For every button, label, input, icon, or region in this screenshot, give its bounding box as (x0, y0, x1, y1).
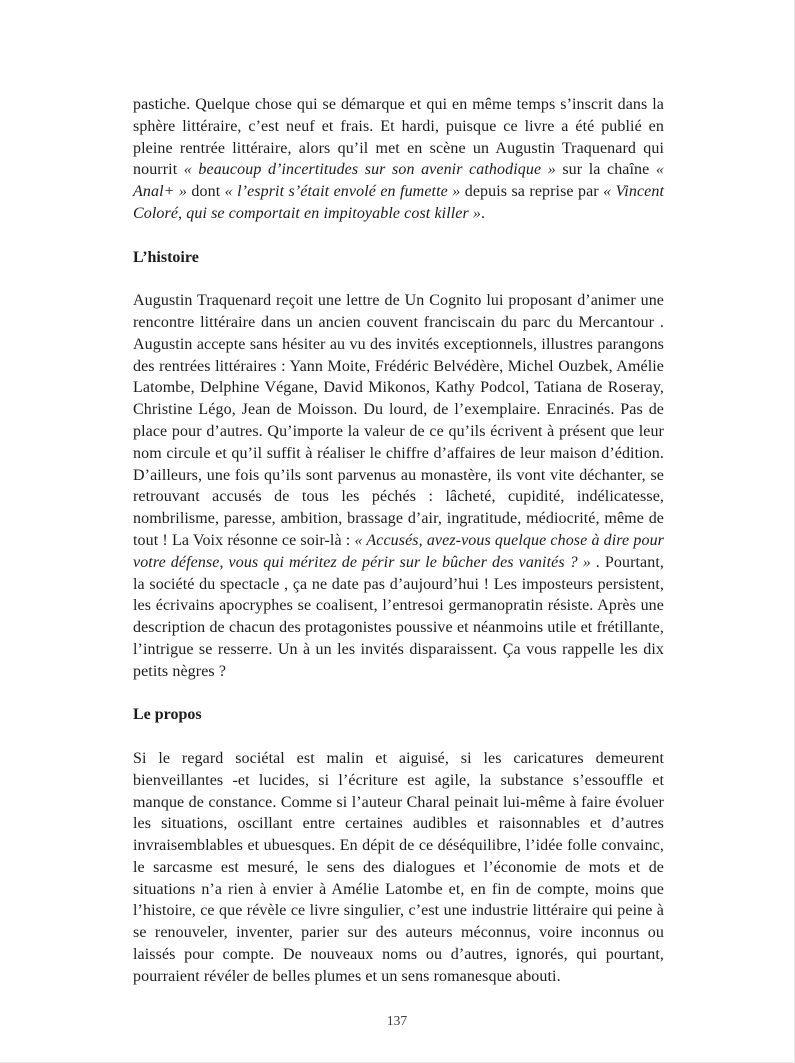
text-run: sur la chaîne (555, 161, 656, 179)
text-run: depuis sa reprise par (460, 183, 604, 201)
page-footer (0, 1012, 794, 1030)
text-run: « beaucoup d’incertitudes sur son avenir cathodique » (183, 161, 556, 179)
text-run: . (481, 204, 486, 222)
section-heading (133, 247, 664, 269)
text-run: « Vincent Coloré, qui se comportait en impitoyable cost killer » (133, 183, 664, 222)
paragraph (133, 748, 664, 988)
page-number: 137 (386, 1013, 408, 1028)
paragraph (133, 94, 664, 225)
text-run: dont (187, 183, 225, 201)
text-run: « l’esprit s’était envolé en fumette » (224, 183, 461, 201)
paragraph (133, 290, 664, 682)
text-run: L’histoire (133, 248, 199, 266)
text-run: pastiche. Quelque chose qui se démarque et qui en même temps s’inscrit dans la sphère littéraire, c’est neuf et frais. Et hardi, puisque ce livre a été publié en pleine rentrée littéraire, alors qu’il met en scène un Augustin Traquenard qui nourrit (133, 96, 664, 179)
document-body (133, 94, 664, 1009)
text-run: « Anal+ » (133, 161, 664, 201)
text-run: Le propos (133, 706, 202, 724)
text-run: Augustin Traquenard reçoit une lettre de Un Cognito lui proposant d’animer une rencontre littéraire dans un ancien couvent franciscain du parc du Mercantour . Augustin accepte sans hésiter au vu des invités exceptionnels, illustres parangons des rentrées littéraires : Yann Moite, Frédéric Belvédère, Michel Ouzbek, Amélie Latombe, Delphine Végane, David Mikonos, Kathy Podcol, Tatiana de Roseray, Christine Légo, Jean de Moisson. Du lourd, de l’exemplaire. Enracinés. Pas de place pour d’autres. Qu’importe la valeur de ce qu’ils écrivent à présent que leur nom circule et qu’il suffit à réaliser le chiffre d’affaires de leur maison d’édition. D’ailleurs, une fois qu’ils sont parvenus au monastère, ils vont vite déchanter, se retrouvant accusés de tous les péchés : lâcheté, cupidité, indélicatesse, nombrilisme, paresse, ambition, brassage d’air, ingratitude, médiocrité, même de tout ! La Voix résonne ce soir-là : (133, 292, 664, 549)
text-run: . Pourtant, la société du spectacle , ça ne date pas d’aujourd’hui ! Les imposteurs persistent, les écrivains apocryphes se coalisent, l’entresoi germanopratin résiste. Après une description de chacun des protagonistes poussive et néanmoins utile et frétillante, l’intrigue se resserre. Un à un les invités disparaissent. Ça vous rappelle les dix petits nègres ? (133, 553, 664, 680)
text-run: Si le regard sociétal est malin et aiguisé, si les caricatures demeurent bienveillantes -et lucides, si l’écriture est agile, la substance s’essouffle et manque de constance. Comme si l’auteur Charal peinait lui-même à faire évoluer les situations, oscillant entre certaines audibles et raisonnables et d’autres invraisemblables et ubuesques. En dépit de ce déséquilibre, l’idée folle convainc, le sarcasme est mesuré, le sens des dialogues et l’économie de mots et de situations n’a rien à envier à Amélie Latombe et, en fin de compte, moins que l’histoire, ce que révèle ce livre singulier, c’est une industrie littéraire qui peine à se renouveler, inventer, parier sur des auteurs méconnus, voire inconnus ou laissés pour compte. De nouveaux noms ou d’autres, ignorés, qui pourtant, pourraient révéler de belles plumes et un sens romanesque abouti. (133, 749, 664, 985)
section-heading (133, 704, 664, 726)
text-run: « Accusés, avez-vous quelque chose à dire pour votre défense, vous qui méritez de périr sur le bûcher des vanités ? » (133, 531, 664, 571)
